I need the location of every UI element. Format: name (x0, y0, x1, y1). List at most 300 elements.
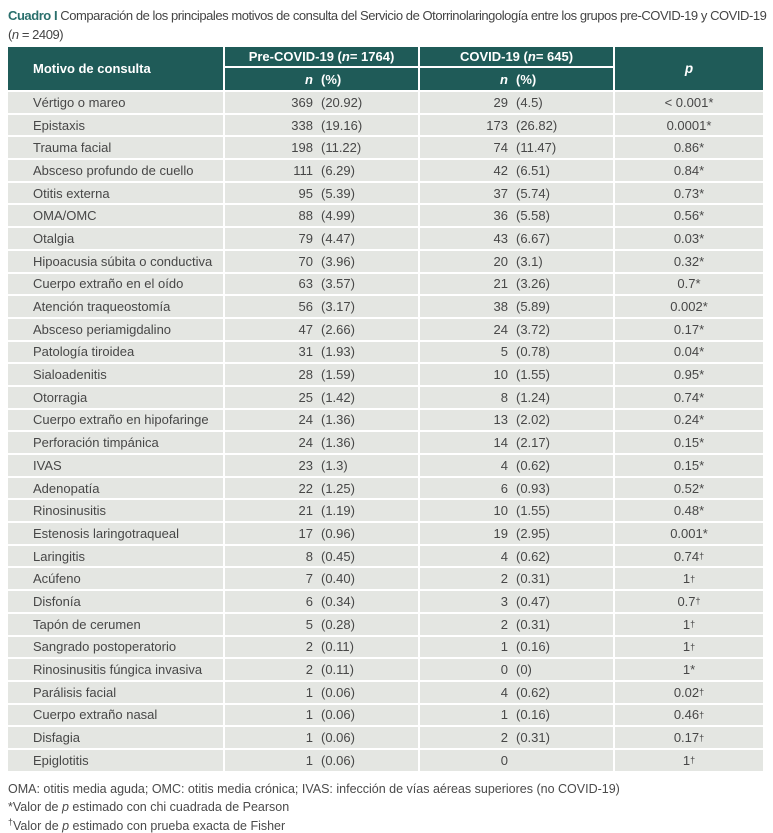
row-covid-cell (420, 614, 613, 635)
table-row (8, 296, 765, 317)
pre-covid-pct: (1.36) (321, 412, 355, 428)
pre-covid-pct: (0.28) (321, 616, 355, 632)
pre-covid-pct: (20.92) (321, 94, 363, 110)
covid-n: 14 (493, 435, 508, 451)
covid-n: 6 (500, 480, 508, 496)
row-covid-cell (420, 568, 613, 589)
table-row (8, 387, 765, 408)
row-p-value: 0.17 † (615, 727, 763, 748)
row-p-value: 0.95* (615, 364, 763, 385)
pre-covid-n: 28 (298, 367, 313, 383)
covid-n: 37 (493, 185, 508, 201)
row-pre-covid-cell (225, 92, 418, 113)
footnote-line (8, 780, 765, 799)
table-row (8, 274, 765, 295)
row-motivo: Cuerpo extraño nasal (8, 705, 223, 726)
covid-n: 0 (500, 752, 508, 768)
row-motivo: Vértigo o mareo (8, 92, 223, 113)
row-covid-cell (420, 659, 613, 680)
pre-covid-pct: (0.06) (321, 752, 355, 768)
row-motivo: Sialoadenitis (8, 364, 223, 385)
row-pre-covid-cell (225, 160, 418, 181)
pre-covid-n: 63 (298, 276, 313, 292)
row-covid-cell (420, 432, 613, 453)
row-covid-cell (420, 92, 613, 113)
row-motivo: Rinosinusitis (8, 500, 223, 521)
pre-covid-n: 70 (298, 253, 313, 269)
table-row (8, 342, 765, 363)
footnote-p-italic: p (61, 800, 69, 815)
covid-pct: (0.16) (516, 639, 550, 655)
table-row (8, 183, 765, 204)
group-cov-n-italic: n (527, 49, 536, 64)
row-covid-cell (420, 342, 613, 363)
row-pre-covid-cell (225, 500, 418, 521)
covid-pct: (26.82) (516, 117, 558, 133)
covid-n: 2 (500, 730, 508, 746)
table-row (8, 92, 765, 113)
covid-pct: (0.31) (516, 571, 550, 587)
pre-covid-n: 111 (293, 162, 313, 178)
pre-covid-pct: (2.66) (321, 321, 355, 337)
pre-covid-n: 23 (298, 457, 313, 473)
covid-pct: (1.55) (516, 503, 550, 519)
covid-n: 10 (493, 367, 508, 383)
row-motivo: Patología tiroidea (8, 342, 223, 363)
pre-covid-pct: (4.99) (321, 208, 355, 224)
table-row (8, 115, 765, 136)
table-row (8, 228, 765, 249)
covid-pct: (2.95) (516, 525, 550, 541)
covid-pct: (6.67) (516, 230, 550, 246)
row-pre-covid-cell (225, 251, 418, 272)
pre-covid-pct: (6.29) (321, 162, 355, 178)
covid-pct: (3.72) (516, 321, 550, 337)
pre-covid-pct: (0.06) (321, 730, 355, 746)
covid-pct: (6.51) (516, 162, 550, 178)
pre-covid-n: 6 (305, 593, 313, 609)
table-row (8, 523, 765, 544)
pre-covid-n: 17 (298, 525, 313, 541)
row-motivo: Otorragia (8, 387, 223, 408)
table-row (8, 364, 765, 385)
table-row (8, 137, 765, 158)
covid-pct: (0.62) (516, 548, 550, 564)
covid-pct: (0.93) (516, 480, 550, 496)
row-covid-cell (420, 251, 613, 272)
row-covid-cell (420, 682, 613, 703)
covid-n: 0 (500, 662, 508, 678)
footnote-line (8, 817, 765, 833)
row-p-value: 1 † (615, 568, 763, 589)
group-header-pre-covid (225, 47, 418, 66)
covid-pct: (0.78) (516, 344, 550, 360)
row-covid-cell (420, 500, 613, 521)
row-pre-covid-cell (225, 228, 418, 249)
row-p-value: 0.74 † (615, 546, 763, 567)
table-row (8, 205, 765, 226)
pre-covid-pct: (0.06) (321, 684, 355, 700)
group-pre-text: Pre-COVID-19 ( (248, 49, 342, 64)
covid-pct: (2.17) (516, 435, 550, 451)
table-row (8, 705, 765, 726)
pre-covid-pct: (3.96) (321, 253, 355, 269)
pre-covid-pct: (3.17) (321, 299, 355, 315)
covid-n: 42 (493, 162, 508, 178)
footnote-text: *Valor de (8, 800, 62, 815)
row-motivo: Cuerpo extraño en hipofaringe (8, 410, 223, 431)
pre-covid-n: 25 (298, 389, 313, 405)
row-motivo: Sangrado postoperatorio (8, 637, 223, 658)
covid-n: 13 (493, 412, 508, 428)
subheader-pct-label: (%) (321, 71, 342, 87)
covid-n: 8 (500, 389, 508, 405)
covid-n: 74 (493, 140, 508, 156)
pre-covid-n: 5 (305, 616, 313, 632)
group-pre-n-italic: n (341, 49, 350, 64)
pre-covid-pct: (0.96) (321, 525, 355, 541)
covid-pct: (2.02) (516, 412, 550, 428)
footnote-marker: † (8, 816, 14, 827)
row-p-value: 0.15* (615, 432, 763, 453)
covid-n: 5 (500, 344, 508, 360)
row-covid-cell (420, 727, 613, 748)
row-covid-cell (420, 478, 613, 499)
pre-covid-n: 369 (291, 94, 313, 110)
covid-pct: (0.31) (516, 730, 550, 746)
row-motivo: Disfagia (8, 727, 223, 748)
row-p-value: < 0.001* (615, 92, 763, 113)
row-p-value: 0.56* (615, 205, 763, 226)
row-pre-covid-cell (225, 659, 418, 680)
pre-covid-n: 47 (298, 321, 313, 337)
row-pre-covid-cell (225, 137, 418, 158)
row-p-value: 0.24* (615, 410, 763, 431)
subheader-n-label: n (500, 71, 508, 87)
table-row (8, 568, 765, 589)
pre-covid-pct: (1.19) (321, 503, 355, 519)
row-p-value: 1 † (615, 637, 763, 658)
pre-covid-pct: (0.34) (321, 593, 355, 609)
subheader-n-label: n (305, 71, 313, 87)
covid-n: 20 (493, 253, 508, 269)
pre-covid-pct: (1.93) (321, 344, 355, 360)
row-motivo: Disfonía (8, 591, 223, 612)
row-motivo: Epiglotitis (8, 750, 223, 771)
caption-line-2 (8, 25, 765, 44)
pre-covid-pct: (0.11) (321, 662, 354, 678)
covid-pct: (4.5) (516, 94, 543, 110)
row-motivo: Absceso periamigdalino (8, 319, 223, 340)
pre-covid-n: 7 (305, 571, 313, 587)
row-p-value: 0.7* (615, 274, 763, 295)
comparison-table (8, 47, 765, 771)
table-row (8, 500, 765, 521)
row-pre-covid-cell (225, 637, 418, 658)
pre-covid-n: 1 (305, 752, 313, 768)
row-motivo: OMA/OMC (8, 205, 223, 226)
pre-covid-n: 24 (298, 435, 313, 451)
row-covid-cell (420, 591, 613, 612)
column-header-p: p (615, 47, 763, 90)
row-covid-cell (420, 137, 613, 158)
row-motivo: Laringitis (8, 546, 223, 567)
pre-covid-pct: (3.57) (321, 276, 355, 292)
covid-n: 38 (493, 299, 508, 315)
pre-covid-pct: (1.36) (321, 435, 355, 451)
footnote-text-post: estimado con prueba exacta de Fisher (69, 818, 286, 833)
row-covid-cell (420, 205, 613, 226)
pre-covid-n: 22 (298, 480, 313, 496)
row-pre-covid-cell (225, 364, 418, 385)
covid-pct: (1.55) (516, 367, 550, 383)
pre-covid-n: 56 (298, 299, 313, 315)
covid-pct: (0.62) (516, 457, 550, 473)
row-covid-cell (420, 387, 613, 408)
pre-covid-n: 21 (298, 503, 313, 519)
group-cov-post: = 645) (535, 49, 574, 64)
row-pre-covid-cell (225, 568, 418, 589)
row-motivo: Parálisis facial (8, 682, 223, 703)
row-covid-cell (420, 319, 613, 340)
caption-label: Cuadro I (8, 8, 58, 23)
caption-n-open: ( (8, 27, 12, 42)
row-pre-covid-cell (225, 205, 418, 226)
covid-pct: (3.26) (516, 276, 550, 292)
row-motivo: Hipoacusia súbita o conductiva (8, 251, 223, 272)
row-motivo: Acúfeno (8, 568, 223, 589)
subheader-pre-covid (225, 68, 418, 90)
row-covid-cell (420, 183, 613, 204)
row-pre-covid-cell (225, 387, 418, 408)
table-row (8, 591, 765, 612)
row-pre-covid-cell (225, 274, 418, 295)
covid-pct: (3.1) (516, 253, 543, 269)
footnote-p-italic: p (62, 818, 70, 833)
footnotes (8, 780, 765, 833)
pre-covid-n: 8 (305, 548, 313, 564)
row-covid-cell (420, 705, 613, 726)
column-group-pre-covid (225, 47, 418, 90)
row-pre-covid-cell (225, 546, 418, 567)
pre-covid-pct: (5.39) (321, 185, 355, 201)
pre-covid-pct: (11.22) (321, 140, 362, 156)
covid-n: 3 (500, 593, 508, 609)
row-p-value: 0.17* (615, 319, 763, 340)
pre-covid-pct: (1.25) (321, 480, 355, 496)
row-covid-cell (420, 455, 613, 476)
row-pre-covid-cell (225, 183, 418, 204)
pre-covid-pct: (1.3) (321, 457, 348, 473)
covid-n: 173 (486, 117, 508, 133)
covid-n: 19 (493, 525, 508, 541)
row-p-value: 0.52* (615, 478, 763, 499)
covid-n: 43 (493, 230, 508, 246)
subheader-pct-label: (%) (516, 71, 537, 87)
row-motivo: Otitis externa (8, 183, 223, 204)
pre-covid-n: 88 (298, 208, 313, 224)
table-row (8, 659, 765, 680)
pre-covid-n: 79 (298, 230, 313, 246)
row-pre-covid-cell (225, 614, 418, 635)
row-motivo: Rinosinusitis fúngica invasiva (8, 659, 223, 680)
row-p-value: 0.74* (615, 387, 763, 408)
table-caption (8, 6, 765, 44)
table-row (8, 682, 765, 703)
row-p-value: 1 † (615, 750, 763, 771)
table-row (8, 614, 765, 635)
row-motivo: Tapón de cerumen (8, 614, 223, 635)
row-pre-covid-cell (225, 455, 418, 476)
row-p-value: 0.48* (615, 500, 763, 521)
caption-n-rest: = 2409) (18, 27, 64, 42)
row-p-value: 0.84* (615, 160, 763, 181)
pre-covid-n: 31 (298, 344, 313, 360)
row-pre-covid-cell (225, 478, 418, 499)
row-covid-cell (420, 364, 613, 385)
covid-n: 4 (500, 548, 508, 564)
row-motivo: Trauma facial (8, 137, 223, 158)
group-cov-text: COVID-19 ( (459, 49, 528, 64)
row-motivo: IVAS (8, 455, 223, 476)
covid-pct: (1.24) (516, 389, 550, 405)
pre-covid-n: 95 (298, 185, 313, 201)
footnote-text-post: estimado con chi cuadrada de Pearson (68, 800, 290, 815)
row-motivo: Estenosis laringotraqueal (8, 523, 223, 544)
table-row (8, 727, 765, 748)
row-p-value: 0.04* (615, 342, 763, 363)
row-pre-covid-cell (225, 296, 418, 317)
covid-n: 36 (493, 208, 508, 224)
covid-pct: (0.16) (516, 707, 550, 723)
row-covid-cell (420, 296, 613, 317)
row-pre-covid-cell (225, 342, 418, 363)
row-p-value: 0.02 † (615, 682, 763, 703)
row-motivo: Perforación timpánica (8, 432, 223, 453)
pre-covid-pct: (1.42) (321, 389, 355, 405)
group-header-covid (420, 47, 613, 66)
row-motivo: Cuerpo extraño en el oído (8, 274, 223, 295)
row-covid-cell (420, 750, 613, 771)
pre-covid-n: 1 (305, 730, 313, 746)
pre-covid-n: 24 (298, 412, 313, 428)
group-pre-post: = 1764) (349, 49, 395, 64)
table-row (8, 319, 765, 340)
table-row (8, 546, 765, 567)
row-p-value: 0.86* (615, 137, 763, 158)
covid-pct: (5.58) (516, 208, 550, 224)
covid-pct: (0.47) (516, 593, 550, 609)
covid-pct: (0) (516, 662, 532, 678)
covid-pct: (0.62) (516, 684, 550, 700)
row-covid-cell (420, 637, 613, 658)
row-p-value: 0.0001* (615, 115, 763, 136)
covid-n: 4 (500, 457, 508, 473)
table-row (8, 410, 765, 431)
covid-n: 29 (493, 94, 508, 110)
pre-covid-pct: (1.59) (321, 367, 355, 383)
pre-covid-n: 338 (291, 117, 313, 133)
row-p-value: 0.73* (615, 183, 763, 204)
pre-covid-pct: (0.40) (321, 571, 355, 587)
pre-covid-n: 198 (291, 140, 313, 156)
row-pre-covid-cell (225, 319, 418, 340)
caption-text: Comparación de los principales motivos de consulta del Servicio de Otorrinolaringología entre los grupos pre-COVID-19 y COVID-19 (57, 8, 767, 23)
covid-n: 2 (500, 616, 508, 632)
covid-n: 10 (493, 503, 508, 519)
row-pre-covid-cell (225, 591, 418, 612)
row-p-value: 0.03* (615, 228, 763, 249)
footnote-text: Valor de (13, 818, 63, 833)
table-header (8, 47, 765, 90)
row-pre-covid-cell (225, 682, 418, 703)
row-pre-covid-cell (225, 432, 418, 453)
table-row (8, 637, 765, 658)
pre-covid-n: 1 (305, 684, 313, 700)
covid-n: 21 (493, 276, 508, 292)
caption-n-italic: n (11, 27, 19, 42)
row-p-value: 0.002* (615, 296, 763, 317)
covid-n: 24 (493, 321, 508, 337)
table-body (8, 92, 765, 771)
subheader-covid (420, 68, 613, 90)
caption-line-1 (8, 6, 765, 25)
covid-n: 1 (500, 707, 508, 723)
pre-covid-n: 2 (305, 662, 313, 678)
row-motivo: Atención traqueostomía (8, 296, 223, 317)
row-covid-cell (420, 160, 613, 181)
row-covid-cell (420, 274, 613, 295)
pre-covid-pct: (4.47) (321, 230, 355, 246)
covid-pct: (11.47) (516, 140, 557, 156)
covid-n: 2 (500, 571, 508, 587)
row-p-value: 0.32* (615, 251, 763, 272)
row-pre-covid-cell (225, 115, 418, 136)
row-p-value: 1 † (615, 614, 763, 635)
row-motivo: Epistaxis (8, 115, 223, 136)
pre-covid-pct: (0.45) (321, 548, 355, 564)
covid-pct: (0.31) (516, 616, 550, 632)
column-group-covid (420, 47, 613, 90)
covid-pct: (5.74) (516, 185, 550, 201)
table-row (8, 478, 765, 499)
table-row (8, 160, 765, 181)
row-pre-covid-cell (225, 750, 418, 771)
footnote-line (8, 798, 765, 817)
pre-covid-n: 2 (305, 639, 313, 655)
table-row (8, 750, 765, 771)
row-pre-covid-cell (225, 523, 418, 544)
row-pre-covid-cell (225, 705, 418, 726)
row-p-value: 0.7 † (615, 591, 763, 612)
column-header-motivo: Motivo de consulta (8, 47, 223, 90)
covid-pct: (5.89) (516, 299, 550, 315)
footnote-text: OMA: otitis media aguda; OMC: otitis media crónica; IVAS: infección de vías aéreas superiores (no COVID-19) (8, 781, 620, 796)
table-row (8, 251, 765, 272)
pre-covid-pct: (0.11) (321, 639, 354, 655)
row-covid-cell (420, 115, 613, 136)
table-row (8, 432, 765, 453)
row-covid-cell (420, 546, 613, 567)
covid-n: 4 (500, 684, 508, 700)
pre-covid-pct: (0.06) (321, 707, 355, 723)
row-p-value: 1* (615, 659, 763, 680)
row-p-value: 0.46 † (615, 705, 763, 726)
row-covid-cell (420, 523, 613, 544)
row-pre-covid-cell (225, 727, 418, 748)
covid-n: 1 (500, 639, 508, 655)
row-pre-covid-cell (225, 410, 418, 431)
